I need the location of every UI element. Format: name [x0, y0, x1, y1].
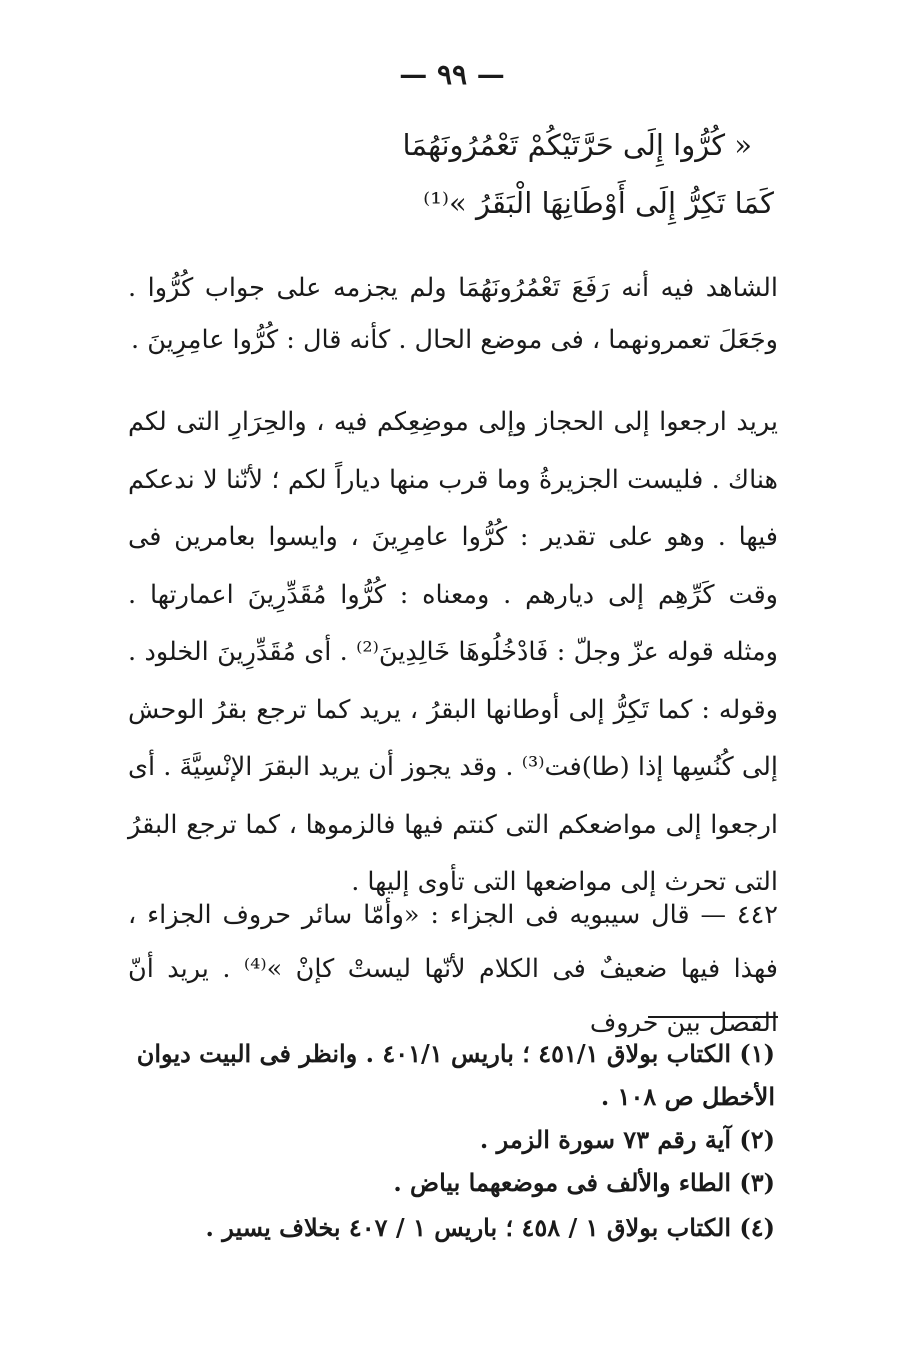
verse-line-2: كَمَا تَكِرُّ إِلَى أَوْطَانِهَا الْبَقَرُ »⁽¹⁾: [423, 186, 774, 220]
footnote-4: (٤) الكتاب بولاق ١ / ٤٥٨ ؛ باريس ١ / ٤٠٧ بخلاف يسير .: [205, 1213, 775, 1242]
verse-line-1: « كُرُّوا إِلَى حَرَّتَيْكُمْ تَعْمُرُونَهُمَا: [402, 128, 752, 162]
footnote-divider: [648, 1016, 778, 1018]
paragraph-section-442: ٤٤٢ — قال سيبويه فى الجزاء : «وأمّا سائر حروف الجزاء ، فهذا فيها ضعيفٌ فى الكلام لأنّها ليستْ كإنْ »⁽⁴⁾ . يريد أنّ الفصل بين حروف: [128, 900, 779, 1038]
page-number: — ٩٩ —: [399, 58, 505, 91]
footnotes: [125, 1032, 775, 1249]
paragraph-commentary: الشاهد فيه أنه رَفَعَ تَعْمُرُونَهُمَا ولم يجزمه على جواب كُرُّوا . وجَعَلَ تعمرونهما ، فى موضع الحال . كأنه قال : كُرُّوا عامِرِينَ .: [128, 273, 778, 355]
footnote-3: (٣) الطاء والألف فى موضعهما بياض .: [393, 1168, 775, 1197]
footnote-2: (٢) آية رقم ٧٣ سورة الزمر .: [479, 1125, 775, 1154]
paragraph-explanation: يريد ارجعوا إلى الحجاز وإلى موضِعِكم فيه ، والحِرَارِ التى لكم هناك . فليست الجزيرةُ وما قرب منها دياراً لكم ؛ لأنّنا لا ندعكم فيها . وهو على تقدير : كُرُّوا عامِرِينَ ، وايسوا بعامرين فى وقت كَرِّهِم إلى ديارهم . ومعناه : كُرُّوا مُقَدِّرِينَ اعمارتها . ومثله قوله عزّ وجلّ : فَادْخُلُوهَا خَالِدِينَ⁽²⁾ . أى مُقَدِّرِينَ الخلود . وقوله : كما تَكِرُّ إلى أوطانها البقرُ ، يريد كما ترجع بقرُ الوحش إلى كُنُسِها إذا (طا)فت⁽³⁾ . وقد يجوز أن يريد البقرَ الإنْسِيَّةَ . أى ارجعوا إلى مواضعكم التى كنتم فيها فالزموها ، كما ترجع البقرُ التى تحرث إلى مواضعها التى تأوى إليها .: [128, 407, 778, 897]
footnote-1: (١) الكتاب بولاق ٤٥١/١ ؛ باريس ٤٠١/١ . وانظر فى البيت ديوان الأخطل ص ١٠٨ .: [136, 1039, 775, 1111]
